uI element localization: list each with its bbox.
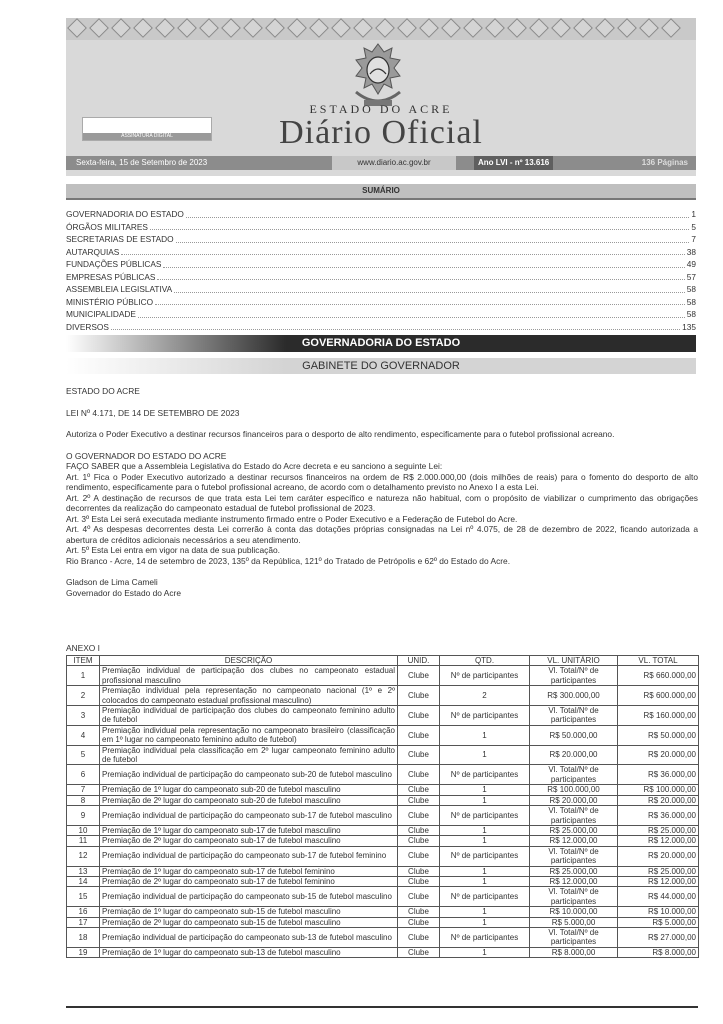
cell-item: 1: [67, 666, 100, 686]
cell-item: 10: [67, 825, 100, 835]
table-row: [67, 706, 699, 726]
cell-quantity: 1: [440, 907, 530, 917]
toc-entry-label: ÓRGÃOS MILITARES: [66, 221, 148, 232]
toc-entry-label: DIVERSOS: [66, 321, 109, 332]
cell-description: Premiação de 2º lugar do campeonato sub-17 de futebol masculino: [100, 836, 398, 846]
cell-description: Premiação individual pela representação no campeonato brasileiro (classificação em 1º lugar no campeonato feminino adulto de futebol): [100, 725, 398, 745]
cell-description: Premiação individual de participação dos clubes no campeonato estadual profissional masculino: [100, 666, 398, 686]
toc-entry-label: EMPRESAS PÚBLICAS: [66, 271, 156, 282]
toc-entry-page: 7: [691, 234, 696, 244]
cell-description: Premiação de 1º lugar do campeonato sub-20 de futebol masculino: [100, 785, 398, 795]
table-row: [67, 887, 699, 907]
website-link[interactable]: www.diario.ac.gov.br: [332, 156, 456, 170]
toc-entry-page: 5: [691, 221, 696, 232]
summary-title: SUMÁRIO: [66, 184, 696, 198]
toc-entry-page: 1: [691, 209, 696, 219]
cell-total-value: R$ 36.000,00: [618, 806, 699, 826]
toc-dot-leader: [121, 246, 684, 256]
cell-quantity: Nº de participantes: [440, 806, 530, 826]
annex-body: [67, 666, 699, 958]
cell-item: 9: [67, 806, 100, 826]
cell-description: Premiação individual de participação do campeonato sub-17 de futebol masculino: [100, 806, 398, 826]
col-header-total-value: VL. TOTAL: [618, 656, 699, 666]
cell-unit-value: R$ 10.000,00: [530, 907, 618, 917]
cell-unit: Clube: [398, 725, 440, 745]
cell-description: Premiação de 2º lugar do campeonato sub-17 de futebol feminino: [100, 876, 398, 886]
section-header: [66, 335, 696, 352]
cell-quantity: 1: [440, 947, 530, 957]
cell-item: 3: [67, 706, 100, 726]
toc-dot-leader: [163, 258, 684, 268]
toc-entry-page: 49: [686, 259, 696, 269]
law-line: Art. 1º Fica o Poder Executivo autorizado a destinar recursos financeiros na ordem de R$ 2.000.000,00 (dois milhões de reais) para o fomento do desporto de alto rendimento, especificamente para o futebol profissional acreano, de acordo com o detalhamento previsto no Anexo I a esta Lei.: [66, 471, 698, 492]
cell-total-value: R$ 160.000,00: [618, 706, 699, 726]
toc-entry[interactable]: [66, 208, 696, 221]
law-line: FAÇO SABER que a Assembleia Legislativa do Estado do Acre decreta e eu sanciono a seguinte Lei:: [66, 461, 443, 471]
toc-entry-page: 58: [686, 284, 696, 294]
toc-entry-page: 58: [686, 309, 696, 319]
law-line: Art. 4º As despesas decorrentes desta Lei correrão à conta das dotações próprias consignadas na Lei nº 4.075, de 28 de dezembro de 2022, ficando autorizada a abertura de créditos adicionais necessários a seu atendimento.: [66, 524, 698, 545]
law-line: Art. 5º Esta Lei entra em vigor na data de sua publicação.: [66, 545, 280, 555]
table-row: [67, 907, 699, 917]
toc-entry-page: 38: [686, 246, 696, 257]
cell-total-value: R$ 660.000,00: [618, 666, 699, 686]
law-articles: [66, 451, 698, 567]
law-line: Art. 2º A destinação de recursos de que trata esta Lei tem caráter específico e natureza não habitual, com o propósito de viabilizar o cumprimento das obrigações decorrentes da realização do campeonato estadual de futebol profissional de 2023.: [66, 492, 698, 513]
table-row: [67, 825, 699, 835]
edition-info-bar: [66, 156, 696, 170]
cell-quantity: 2: [440, 686, 530, 706]
law-line: O GOVERNADOR DO ESTADO DO ACRE: [66, 450, 227, 461]
cell-unit-value: Vl. Total/Nº de participantes: [530, 706, 618, 726]
cell-unit: Clube: [398, 785, 440, 795]
cell-unit-value: R$ 20.000,00: [530, 745, 618, 765]
cell-item: 7: [67, 785, 100, 795]
cell-unit-value: Vl. Total/Nº de participantes: [530, 666, 618, 686]
table-row: [67, 876, 699, 886]
annex-header-row: [67, 656, 699, 666]
table-row: [67, 725, 699, 745]
cell-item: 11: [67, 836, 100, 846]
cell-unit: Clube: [398, 745, 440, 765]
cell-unit-value: R$ 300.000,00: [530, 686, 618, 706]
annex-table: [66, 655, 699, 958]
subsection-title: GABINETE DO GOVERNADOR: [302, 360, 460, 372]
cell-unit: Clube: [398, 795, 440, 805]
law-text: [66, 386, 698, 598]
cell-unit: Clube: [398, 825, 440, 835]
toc-dot-leader: [150, 221, 689, 231]
cell-description: Premiação individual pela classificação em 2º lugar campeonato feminino adulto de futebol: [100, 745, 398, 765]
cell-quantity: Nº de participantes: [440, 706, 530, 726]
cell-unit: Clube: [398, 876, 440, 886]
cell-quantity: Nº de participantes: [440, 927, 530, 947]
table-row: [67, 765, 699, 785]
toc-entry[interactable]: [66, 246, 696, 259]
cell-description: Premiação individual de participação do campeonato sub-13 de futebol masculino: [100, 927, 398, 947]
cell-total-value: R$ 5.000,00: [618, 917, 699, 927]
table-row: [67, 917, 699, 927]
cell-total-value: R$ 20.000,00: [618, 795, 699, 805]
law-state: ESTADO DO ACRE: [66, 386, 140, 396]
subsection-header: [66, 358, 696, 374]
cell-description: Premiação de 1º lugar do campeonato sub-17 de futebol masculino: [100, 825, 398, 835]
edition-date: Sexta-feira, 15 de Setembro de 2023: [76, 158, 208, 167]
cell-item: 15: [67, 887, 100, 907]
toc-entry[interactable]: [66, 283, 696, 296]
law-line: Art. 3º Esta Lei será executada mediante instrumento firmado entre o Poder Executivo e a Federação de Futebol do Acre.: [66, 513, 518, 524]
toc-dot-leader: [155, 296, 685, 306]
cell-item: 6: [67, 765, 100, 785]
cell-unit: Clube: [398, 947, 440, 957]
cell-description: Premiação individual de participação do campeonato sub-15 de futebol masculino: [100, 887, 398, 907]
cell-description: Premiação de 2º lugar do campeonato sub-15 de futebol masculino: [100, 917, 398, 927]
toc-entry[interactable]: [66, 321, 696, 334]
toc-entry[interactable]: [66, 221, 696, 234]
cell-item: 18: [67, 927, 100, 947]
cell-quantity: 1: [440, 917, 530, 927]
cell-unit-value: R$ 12.000,00: [530, 876, 618, 886]
cell-total-value: R$ 12.000,00: [618, 876, 699, 886]
cell-quantity: 1: [440, 836, 530, 846]
cell-quantity: 1: [440, 866, 530, 876]
cell-unit: Clube: [398, 907, 440, 917]
table-of-contents: [66, 208, 696, 333]
cell-item: 8: [67, 795, 100, 805]
toc-entry[interactable]: [66, 308, 696, 321]
cell-item: 4: [67, 725, 100, 745]
table-row: [67, 666, 699, 686]
table-row: [67, 745, 699, 765]
edition-number: Ano LVI - nº 13.616: [474, 156, 553, 170]
toc-dot-leader: [176, 233, 690, 243]
cell-item: 14: [67, 876, 100, 886]
cell-item: 17: [67, 917, 100, 927]
cell-total-value: R$ 25.000,00: [618, 866, 699, 876]
col-header-quantity: QTD.: [440, 656, 530, 666]
toc-entry-page: 57: [686, 271, 696, 282]
cell-unit: Clube: [398, 917, 440, 927]
cell-unit-value: R$ 25.000,00: [530, 866, 618, 876]
digital-signature-label: ASSINATURA DIGITAL: [83, 133, 211, 140]
cell-total-value: R$ 100.000,00: [618, 785, 699, 795]
cell-total-value: R$ 12.000,00: [618, 836, 699, 846]
col-header-item: ITEM: [67, 656, 100, 666]
cell-quantity: Nº de participantes: [440, 666, 530, 686]
digital-signature-box: [82, 117, 212, 141]
cell-quantity: 1: [440, 785, 530, 795]
table-row: [67, 846, 699, 866]
state-title: ESTADO DO ACRE: [309, 102, 453, 116]
cell-unit: Clube: [398, 836, 440, 846]
toc-entry-page: 135: [682, 321, 696, 332]
cell-description: Premiação de 1º lugar do campeonato sub-15 de futebol masculino: [100, 907, 398, 917]
cell-description: Premiação individual pela representação no campeonato nacional (1º e 2º colocados do campeonato estadual profissional masculino): [100, 686, 398, 706]
cell-item: 5: [67, 745, 100, 765]
cell-item: 19: [67, 947, 100, 957]
cell-quantity: Nº de participantes: [440, 887, 530, 907]
col-header-unit: UNID.: [398, 656, 440, 666]
table-row: [67, 686, 699, 706]
cell-quantity: 1: [440, 795, 530, 805]
cell-total-value: R$ 27.000,00: [618, 927, 699, 947]
cell-total-value: R$ 10.000,00: [618, 907, 699, 917]
table-row: [67, 836, 699, 846]
bottom-rule: [66, 1006, 698, 1008]
toc-dot-leader: [174, 283, 685, 293]
col-header-unit-value: VL. UNITÁRIO: [530, 656, 618, 666]
toc-entry-label: SECRETARIAS DE ESTADO: [66, 234, 174, 244]
cell-quantity: 1: [440, 876, 530, 886]
toc-entry[interactable]: [66, 258, 696, 271]
toc-entry-label: FUNDAÇÕES PÚBLICAS: [66, 259, 162, 269]
toc-dot-leader: [111, 321, 680, 331]
cell-total-value: R$ 20.000,00: [618, 846, 699, 866]
cell-unit: Clube: [398, 666, 440, 686]
cell-unit: Clube: [398, 887, 440, 907]
cell-quantity: 1: [440, 725, 530, 745]
cell-unit-value: R$ 5.000,00: [530, 917, 618, 927]
cell-unit: Clube: [398, 765, 440, 785]
toc-entry[interactable]: [66, 296, 696, 309]
cell-unit: Clube: [398, 686, 440, 706]
cell-total-value: R$ 50.000,00: [618, 725, 699, 745]
toc-entry-page: 58: [686, 296, 696, 307]
cell-unit-value: R$ 8.000,00: [530, 947, 618, 957]
cell-unit-value: Vl. Total/Nº de participantes: [530, 765, 618, 785]
cell-unit: Clube: [398, 866, 440, 876]
toc-entry-label: MUNICIPALIDADE: [66, 309, 136, 319]
cell-item: 13: [67, 866, 100, 876]
section-title: GOVERNADORIA DO ESTADO: [301, 337, 461, 349]
table-row: [67, 806, 699, 826]
cell-quantity: Nº de participantes: [440, 765, 530, 785]
masthead: [66, 18, 696, 176]
cell-description: Premiação individual de participação do campeonato sub-17 de futebol feminino: [100, 846, 398, 866]
toc-entry-label: AUTARQUIAS: [66, 246, 120, 257]
cell-quantity: 1: [440, 825, 530, 835]
cell-total-value: R$ 25.000,00: [618, 825, 699, 835]
cell-quantity: Nº de participantes: [440, 846, 530, 866]
table-row: [67, 927, 699, 947]
cell-unit-value: Vl. Total/Nº de participantes: [530, 887, 618, 907]
cell-total-value: R$ 36.000,00: [618, 765, 699, 785]
signer-name: Gladson de Lima Cameli: [66, 577, 158, 587]
cell-total-value: R$ 44.000,00: [618, 887, 699, 907]
table-row: [67, 795, 699, 805]
cell-total-value: R$ 600.000,00: [618, 686, 699, 706]
toc-entry[interactable]: [66, 271, 696, 284]
toc-dot-leader: [157, 271, 684, 281]
annex-label: ANEXO I: [66, 643, 100, 653]
cell-description: Premiação individual de participação dos clubes do campeonato feminino adulto de futebol: [100, 706, 398, 726]
cell-item: 16: [67, 907, 100, 917]
toc-entry-label: GOVERNADORIA DO ESTADO: [66, 209, 184, 219]
cell-unit: Clube: [398, 846, 440, 866]
cell-unit-value: R$ 12.000,00: [530, 836, 618, 846]
toc-dot-leader: [186, 208, 690, 218]
cell-unit-value: R$ 100.000,00: [530, 785, 618, 795]
cell-description: Premiação de 1º lugar do campeonato sub-17 de futebol feminino: [100, 866, 398, 876]
toc-entry[interactable]: [66, 233, 696, 246]
cell-item: 2: [67, 686, 100, 706]
cell-unit-value: R$ 25.000,00: [530, 825, 618, 835]
page-count: 136 Páginas: [641, 158, 688, 167]
cell-unit-value: Vl. Total/Nº de participantes: [530, 806, 618, 826]
cell-total-value: R$ 8.000,00: [618, 947, 699, 957]
journal-title: Diário Oficial: [279, 114, 483, 151]
cell-description: Premiação de 1º lugar do campeonato sub-13 de futebol masculino: [100, 947, 398, 957]
cell-unit-value: Vl. Total/Nº de participantes: [530, 927, 618, 947]
cell-unit: Clube: [398, 706, 440, 726]
signer-title: Governador do Estado do Acre: [66, 587, 181, 598]
table-row: [67, 785, 699, 795]
toc-entry-label: ASSEMBLEIA LEGISLATIVA: [66, 284, 173, 294]
cell-unit-value: R$ 20.000,00: [530, 795, 618, 805]
col-header-description: DESCRIÇÃO: [100, 656, 398, 666]
cell-unit-value: Vl. Total/Nº de participantes: [530, 846, 618, 866]
toc-entry-label: MINISTÉRIO PÚBLICO: [66, 296, 154, 307]
table-row: [67, 947, 699, 957]
cell-description: Premiação individual de participação do campeonato sub-20 de futebol masculino: [100, 765, 398, 785]
law-line: Rio Branco - Acre, 14 de setembro de 2023, 135º da República, 121º do Tratado de Petrópolis e 62º do Estado do Acre.: [66, 555, 511, 566]
cell-quantity: 1: [440, 745, 530, 765]
cell-unit-value: R$ 50.000,00: [530, 725, 618, 745]
cell-unit: Clube: [398, 806, 440, 826]
law-summary: Autoriza o Poder Executivo a destinar recursos financeiros para o desporto de alto rendimento, especificamente para o futebol profissional acreano.: [66, 429, 615, 439]
cell-total-value: R$ 20.000,00: [618, 745, 699, 765]
cell-item: 12: [67, 846, 100, 866]
cell-unit: Clube: [398, 927, 440, 947]
decorative-border: [66, 18, 696, 40]
cell-description: Premiação de 2º lugar do campeonato sub-20 de futebol masculino: [100, 795, 398, 805]
toc-dot-leader: [138, 308, 685, 318]
table-row: [67, 866, 699, 876]
law-number: LEI Nº 4.171, DE 14 DE SETEMBRO DE 2023: [66, 407, 240, 418]
